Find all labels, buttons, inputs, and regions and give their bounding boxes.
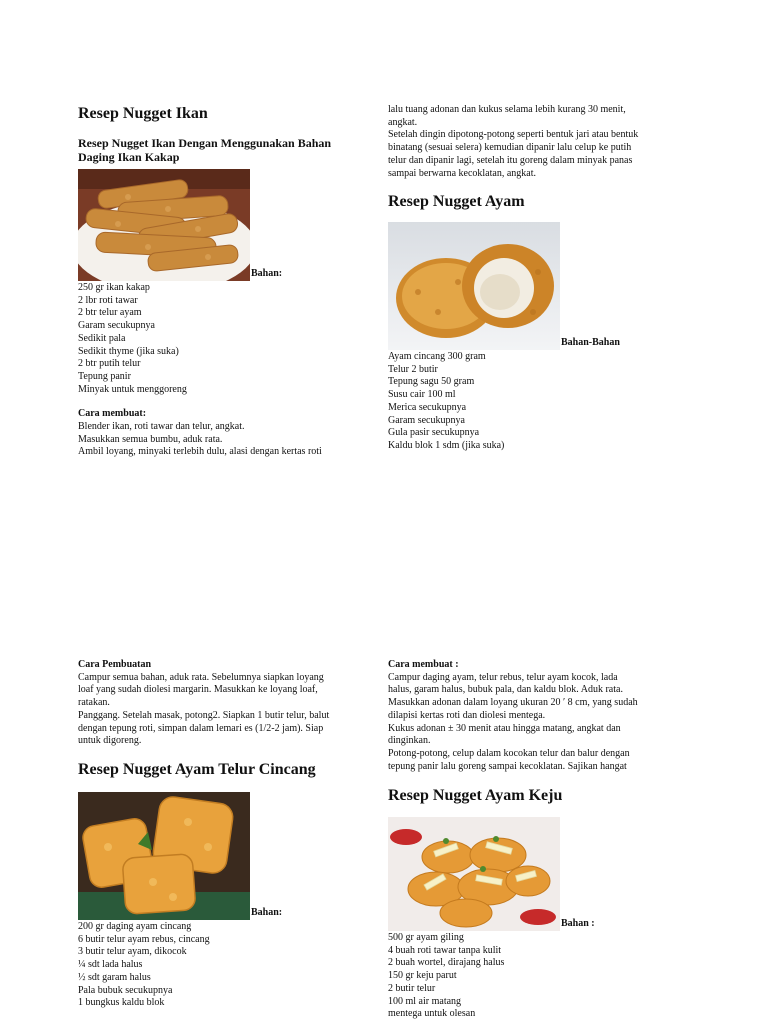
list-item: Campur daging ayam, telur rebus, telur ayam kocok, lada bbox=[388, 671, 618, 683]
step-list bbox=[78, 421, 358, 459]
section-nugget-ayam bbox=[388, 192, 678, 453]
section-title: Resep Nugget Ayam Keju bbox=[388, 787, 563, 804]
section-nugget-ayam-keju bbox=[388, 786, 678, 1021]
bahan-label: Bahan-Bahan bbox=[561, 337, 620, 349]
cara-membuat-label: Cara membuat : bbox=[388, 659, 459, 670]
fried-fish-nugget-photo bbox=[78, 169, 250, 281]
list-item: Ayam cincang 300 gram bbox=[388, 351, 486, 362]
list-item: Kukus adonan ± 30 menit atau hingga matang, angkat dan bbox=[388, 722, 621, 734]
ingredient-list bbox=[388, 932, 678, 1021]
list-item: 1 bungkus kaldu blok bbox=[78, 997, 165, 1009]
list-item: 2 butir telur bbox=[388, 982, 436, 994]
ingredient-list bbox=[388, 351, 678, 453]
cheese-chicken-nugget-photo bbox=[388, 817, 560, 931]
list-item: untuk digoreng. bbox=[78, 735, 142, 747]
list-item: sampai berwarna kecoklatan, angkat. bbox=[388, 167, 536, 179]
section-title: Resep Nugget Ayam Telur Cincang bbox=[78, 761, 316, 778]
list-item: Potong-potong, celup dalam kocokan telur dan balur dengan bbox=[388, 747, 630, 759]
list-item: loaf yang sudah diolesi margarin. Masukkan ke loyang loaf, bbox=[78, 684, 318, 696]
list-item: Blender ikan, roti tawar dan telur, angkat. bbox=[78, 421, 245, 433]
list-item: 150 gr keju parut bbox=[388, 970, 457, 982]
list-item: telur dan dipanir lagi, setelah itu goreng dalam minyak panas bbox=[388, 154, 633, 166]
step-list bbox=[78, 672, 368, 748]
list-item: dilapisi kertas roti dan diolesi mentega. bbox=[388, 709, 546, 721]
list-item: binatang (sesuai selera) kemudian dipanir lalu celup ke putih bbox=[388, 142, 632, 154]
egg-chicken-nugget-photo bbox=[78, 792, 250, 920]
list-item: Garam secukupnya bbox=[78, 320, 155, 332]
list-item: ½ sdt garam halus bbox=[78, 971, 151, 983]
list-item: Kaldu blok 1 sdm (jika suka) bbox=[388, 439, 505, 451]
list-item: Ambil loyang, minyaki terlebih dulu, alasi dengan kertas roti bbox=[78, 446, 322, 458]
list-item: Tepung panir bbox=[78, 370, 131, 382]
cara-pembuatan-label: Cara Pembuatan bbox=[78, 659, 152, 670]
section-nugget-ikan bbox=[78, 104, 358, 459]
list-item: Panggang. Setelah masak, potong2. Siapkan 1 butir telur, balut bbox=[78, 709, 330, 721]
list-item: lalu tuang adonan dan kukus selama lebih kurang 30 menit, bbox=[388, 104, 626, 115]
list-item: 2 btr putih telur bbox=[78, 358, 141, 370]
list-item: 200 gr daging ayam cincang bbox=[78, 921, 192, 932]
ingredient-list bbox=[78, 282, 358, 396]
list-item: Garam secukupnya bbox=[388, 414, 465, 426]
list-item: 500 gr ayam giling bbox=[388, 932, 464, 943]
list-item: ratakan. bbox=[78, 697, 110, 709]
bahan-label: Bahan : bbox=[561, 918, 595, 930]
section-nugget-ikan-continued bbox=[388, 104, 678, 180]
list-item: Pala bubuk secukupnya bbox=[78, 984, 173, 996]
section-cara-membuat-ayam bbox=[388, 659, 678, 773]
list-item: Gula pasir secukupnya bbox=[388, 427, 480, 439]
list-item: 2 buah wortel, dirajang halus bbox=[388, 957, 505, 969]
list-item: dengan tepung roti, simpan dalam lemari es (1/2-2 jam). Siap bbox=[78, 722, 324, 734]
list-item: halus, garam halus, bubuk pala, dan kaldu blok. Aduk rata. bbox=[388, 684, 623, 696]
list-item: Merica secukupnya bbox=[388, 401, 467, 413]
step-list-continued bbox=[388, 104, 678, 180]
list-item: 3 butir telur ayam, dikocok bbox=[78, 946, 187, 958]
list-item: 250 gr ikan kakap bbox=[78, 282, 150, 293]
list-item: 4 buah roti tawar tanpa kulit bbox=[388, 944, 502, 956]
list-item: angkat. bbox=[388, 116, 418, 128]
bahan-label: Bahan: bbox=[251, 907, 283, 919]
cara-membuat-label: Cara membuat: bbox=[78, 408, 147, 420]
section-subtitle: Resep Nugget Ikan Dengan Menggunakan Bahan Daging Ikan Kakap bbox=[78, 136, 332, 164]
section-cara-pembuatan bbox=[78, 659, 368, 748]
list-item: 2 lbr roti tawar bbox=[78, 294, 138, 306]
list-item: dinginkan. bbox=[388, 735, 431, 747]
list-item: Tepung sagu 50 gram bbox=[388, 376, 475, 388]
list-item: Campur semua bahan, aduk rata. Sebelumnya siapkan loyang bbox=[78, 671, 324, 683]
list-item: tepung panir lalu goreng sampai kecoklatan. Sajikan hangat bbox=[388, 760, 627, 772]
ingredient-list bbox=[78, 921, 368, 1010]
list-item: Sedikit thyme (jika suka) bbox=[78, 345, 179, 357]
list-item: Susu cair 100 ml bbox=[388, 389, 456, 401]
section-title: Resep Nugget Ikan bbox=[78, 105, 208, 122]
list-item: mentega untuk olesan bbox=[388, 1008, 476, 1020]
chicken-nugget-photo bbox=[388, 222, 560, 350]
list-item: 2 btr telur ayam bbox=[78, 307, 142, 319]
list-item: 6 butir telur ayam rebus, cincang bbox=[78, 933, 210, 945]
list-item: ¼ sdt lada halus bbox=[78, 959, 143, 971]
list-item: Masukkan adonan dalam loyang ukuran 20 ′ 8 cm, yang sudah bbox=[388, 697, 638, 709]
list-item: Setelah dingin dipotong-potong seperti bentuk jari atau bentuk bbox=[388, 129, 639, 141]
list-item: Minyak untuk menggoreng bbox=[78, 383, 187, 395]
list-item: Telur 2 butir bbox=[388, 363, 438, 375]
list-item: 100 ml air matang bbox=[388, 995, 462, 1007]
list-item: Masukkan semua bumbu, aduk rata. bbox=[78, 433, 223, 445]
list-item: Sedikit pala bbox=[78, 332, 126, 344]
section-title: Resep Nugget Ayam bbox=[388, 193, 525, 210]
bahan-label: Bahan: bbox=[251, 268, 283, 280]
section-nugget-ayam-telur-cincang bbox=[78, 760, 368, 1010]
step-list bbox=[388, 672, 678, 774]
